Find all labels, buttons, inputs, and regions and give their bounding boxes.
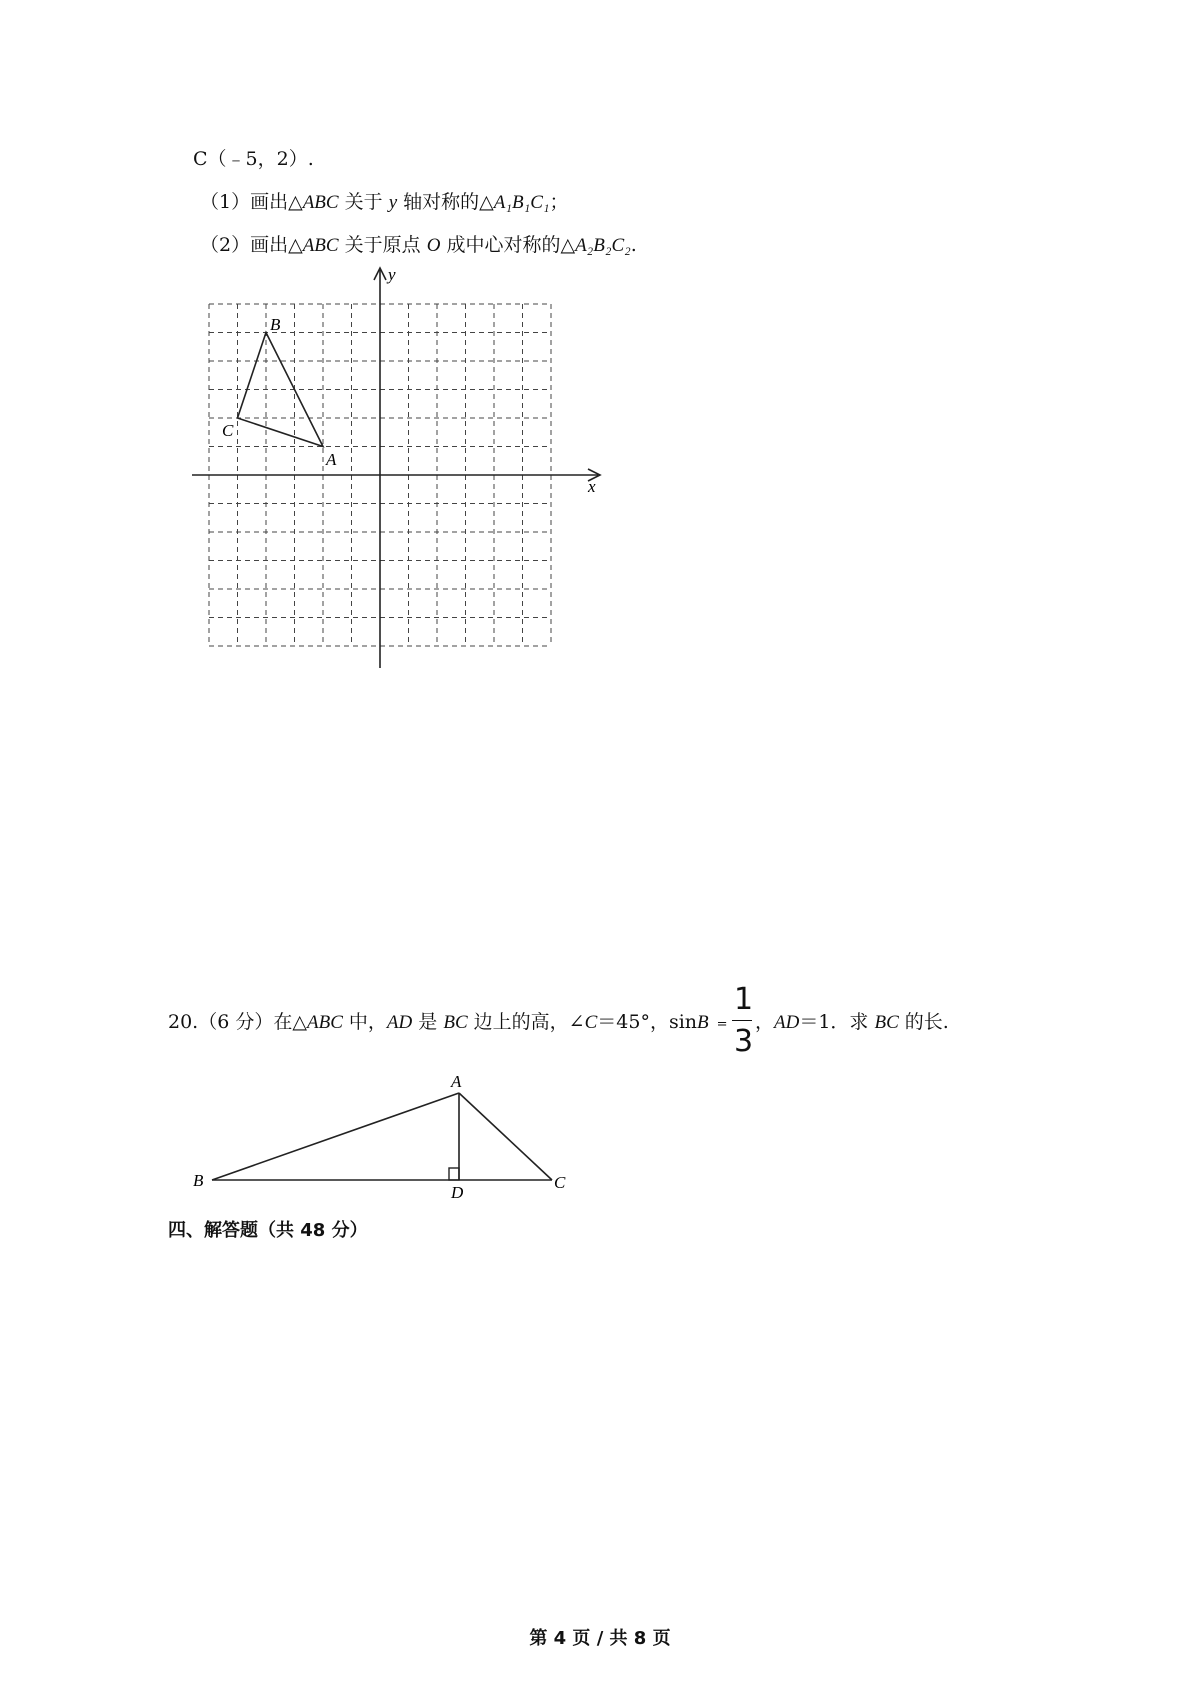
segment-ac (459, 1093, 552, 1180)
segment-ab (212, 1093, 459, 1180)
q20-text: 20.（6 分）在△ABC 中，AD 是 BC 边上的高，∠C＝45°，sinB = (168, 1011, 728, 1033)
fraction-bar (732, 1020, 752, 1021)
label-c: C (222, 421, 234, 440)
triangle-figure (0, 1060, 1200, 1200)
tri-label-a: A (451, 1072, 462, 1091)
q19-part2: （2）画出△ABC 关于原点 O 成中心对称的△A₂B₂C₂. (200, 234, 637, 256)
x-axis-label: x (588, 477, 596, 496)
tri-label-b: B (193, 1171, 204, 1190)
tri-label-d: D (451, 1183, 464, 1200)
q19-part1: （1）画出△ABC 关于 y 轴对称的△A₁B₁C₁； (200, 191, 569, 213)
fraction-denominator: 3 (734, 1024, 754, 1059)
section-4-title: 四、解答题（共 48 分） (168, 1220, 368, 1241)
coordinate-grid-figure (0, 0, 1200, 800)
y-axis-label: y (388, 265, 396, 284)
q20-text-end: ，AD＝1．求 BC 的长. (755, 1011, 949, 1033)
tri-label-c: C (554, 1173, 566, 1192)
right-angle-mark (449, 1168, 459, 1180)
label-b: B (270, 315, 281, 334)
fraction-numerator: 1 (734, 982, 754, 1017)
page-footer: 第 4 页 / 共 8 页 (529, 1628, 671, 1649)
label-a: A (326, 450, 337, 469)
q19-point-c: C（﹣5，2）. (193, 148, 314, 170)
